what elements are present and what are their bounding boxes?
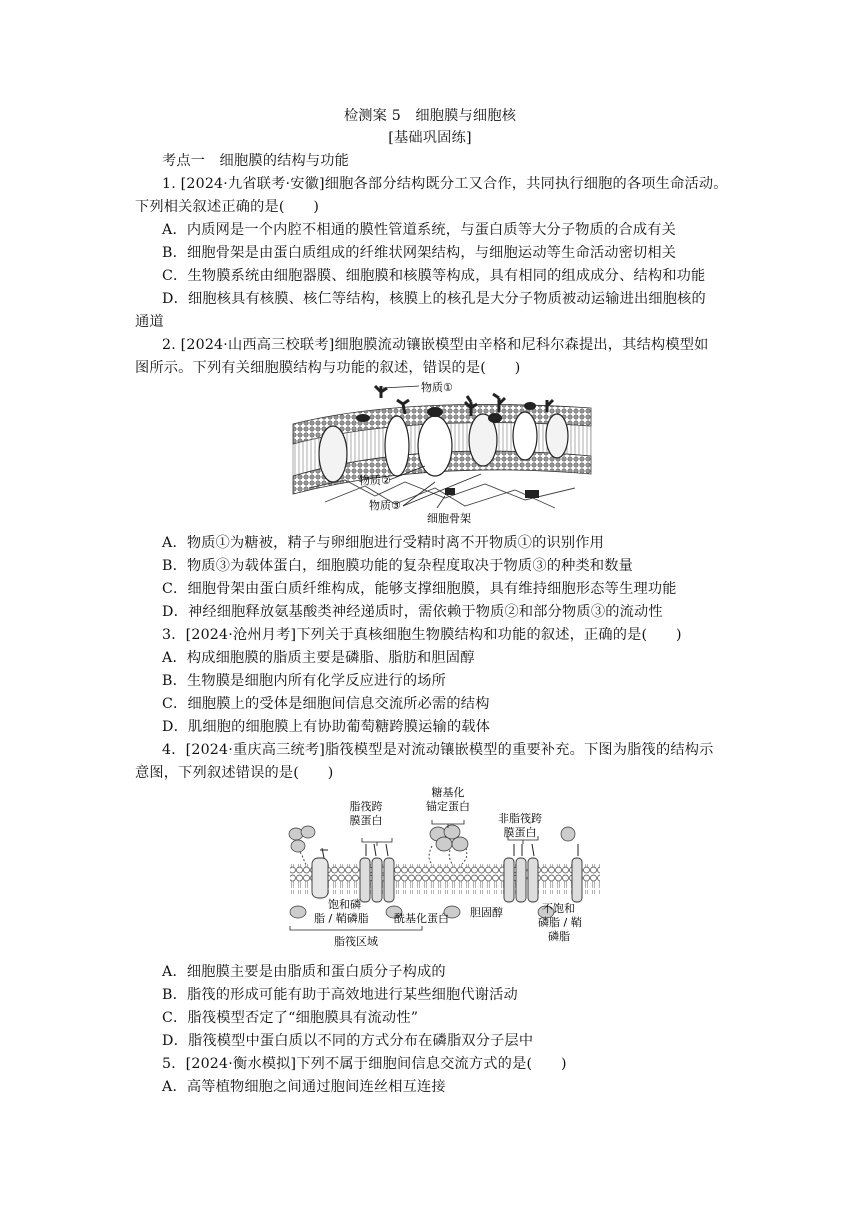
label-cholesterol: 胆固醇 [470, 906, 503, 919]
label-nonraft-1: 非脂筏跨 [498, 812, 542, 825]
q5-option-a: A．高等植物细胞之间通过胞间连丝相互连接 [162, 1079, 446, 1095]
label-raft-protein-1: 脂筏跨 [349, 800, 383, 813]
q1-stem-line2: 下列相关叙述正确的是( ) [135, 199, 320, 215]
q2-option-b: B．物质③为载体蛋白，细胞膜功能的复杂程度取决于物质③的种类和数量 [162, 558, 634, 574]
q2-option-d: D．神经细胞释放氨基酸类神经递质时，需依赖于物质②和部分物质③的流动性 [162, 604, 663, 620]
q1-option-a: A．内质网是一个内腔不相通的膜性管道系统，与蛋白质等大分子物质的合成有关 [162, 222, 677, 238]
q2-stem-line2: 图所示。下列有关细胞膜结构与功能的叙述，错误的是( ) [135, 360, 521, 376]
q4-stem-line1: 4．[2024·重庆高三统考]脂筏模型是对流动镶嵌模型的重要补充。下图为脂筏的结构示 [162, 742, 714, 758]
label-substance-2: 物质② [359, 474, 391, 487]
q3-option-b: B．生物膜是细胞内所有化学反应进行的场所 [162, 673, 446, 689]
page-subtitle: [基础巩固练] [388, 130, 472, 146]
section-heading: 考点一 细胞膜的结构与功能 [162, 153, 350, 169]
membrane-fluid-mosaic-figure [285, 378, 605, 528]
lipid-raft-figure [282, 784, 604, 950]
label-saturated-1: 饱和磷 [328, 898, 361, 911]
q1-option-d-line2: 通道 [135, 314, 164, 330]
label-saturated-2: 脂 / 鞘磷脂 [314, 912, 369, 925]
q2-option-a: A．物质①为糖被，精子与卵细胞进行受精时离不开物质①的识别作用 [162, 535, 605, 551]
q1-option-c: C．生物膜系统由细胞器膜、细胞膜和核膜等构成，具有相同的组成成分、结构和功能 [162, 268, 706, 284]
label-acyl-protein: 酰基化蛋白 [394, 912, 449, 925]
label-cytoskeleton: 细胞骨架 [427, 512, 471, 525]
q1-option-d-line1: D．细胞核具有核膜、核仁等结构，核膜上的核孔是大分子物质被动运输进出细胞核的 [162, 291, 706, 307]
label-raft-region: 脂筏区域 [334, 935, 378, 948]
q4-option-d: D．脂筏模型中蛋白质以不同的方式分布在磷脂双分子层中 [162, 1033, 534, 1049]
label-substance-1: 物质① [421, 381, 453, 394]
q4-option-c: C．脂筏模型否定了“细胞膜具有流动性” [162, 1010, 419, 1026]
q3-option-c: C．细胞膜上的受体是细胞间信息交流所必需的结构 [162, 696, 490, 712]
q5-stem: 5．[2024·衡水模拟]下列不属于细胞间信息交流方式的是( ) [162, 1056, 567, 1072]
q3-option-d: D．肌细胞的细胞膜上有协助葡萄糖跨膜运输的载体 [162, 719, 491, 735]
label-glyco-1: 糖基化 [431, 786, 465, 799]
q4-stem-line2: 意图，下列叙述错误的是( ) [135, 765, 334, 781]
q4-option-b: B．脂筏的形成可能有助于高效地进行某些细胞代谢活动 [162, 987, 518, 1003]
q1-option-b: B．细胞骨架是由蛋白质组成的纤维状网架结构，与细胞运动等生命活动密切相关 [162, 245, 677, 261]
q4-option-a: A．细胞膜主要是由脂质和蛋白质分子构成的 [162, 964, 446, 980]
label-nonraft-2: 膜蛋白 [503, 826, 537, 839]
q3-option-a: A．构成细胞膜的脂质主要是磷脂、脂肪和胆固醇 [162, 650, 475, 666]
q3-stem: 3．[2024·沧州月考]下列关于真核细胞生物膜结构和功能的叙述，正确的是( ) [162, 627, 682, 643]
page-title: 检测案 5 细胞膜与细胞核 [343, 108, 517, 124]
q2-option-c: C．细胞骨架由蛋白质纤维构成，能够支撑细胞膜，具有维持细胞形态等生理功能 [162, 581, 677, 597]
label-substance-3: 物质③ [369, 499, 401, 512]
q1-stem-line1: 1. [2024·九省联考·安徽]细胞各部分结构既分工又合作，共同执行细胞的各项生命活动。 [162, 176, 728, 192]
q2-stem-line1: 2. [2024·山西高三校联考]细胞膜流动镶嵌模型由辛格和尼科尔森提出，其结构模型如 [162, 337, 709, 353]
label-unsaturated-1: 不饱和 [542, 902, 575, 915]
label-glyco-2: 锚定蛋白 [426, 800, 470, 813]
label-raft-protein-2: 膜蛋白 [349, 814, 383, 827]
label-unsaturated-2: 磷脂 / 鞘 [538, 916, 582, 929]
label-unsaturated-3: 磷脂 [548, 930, 570, 943]
